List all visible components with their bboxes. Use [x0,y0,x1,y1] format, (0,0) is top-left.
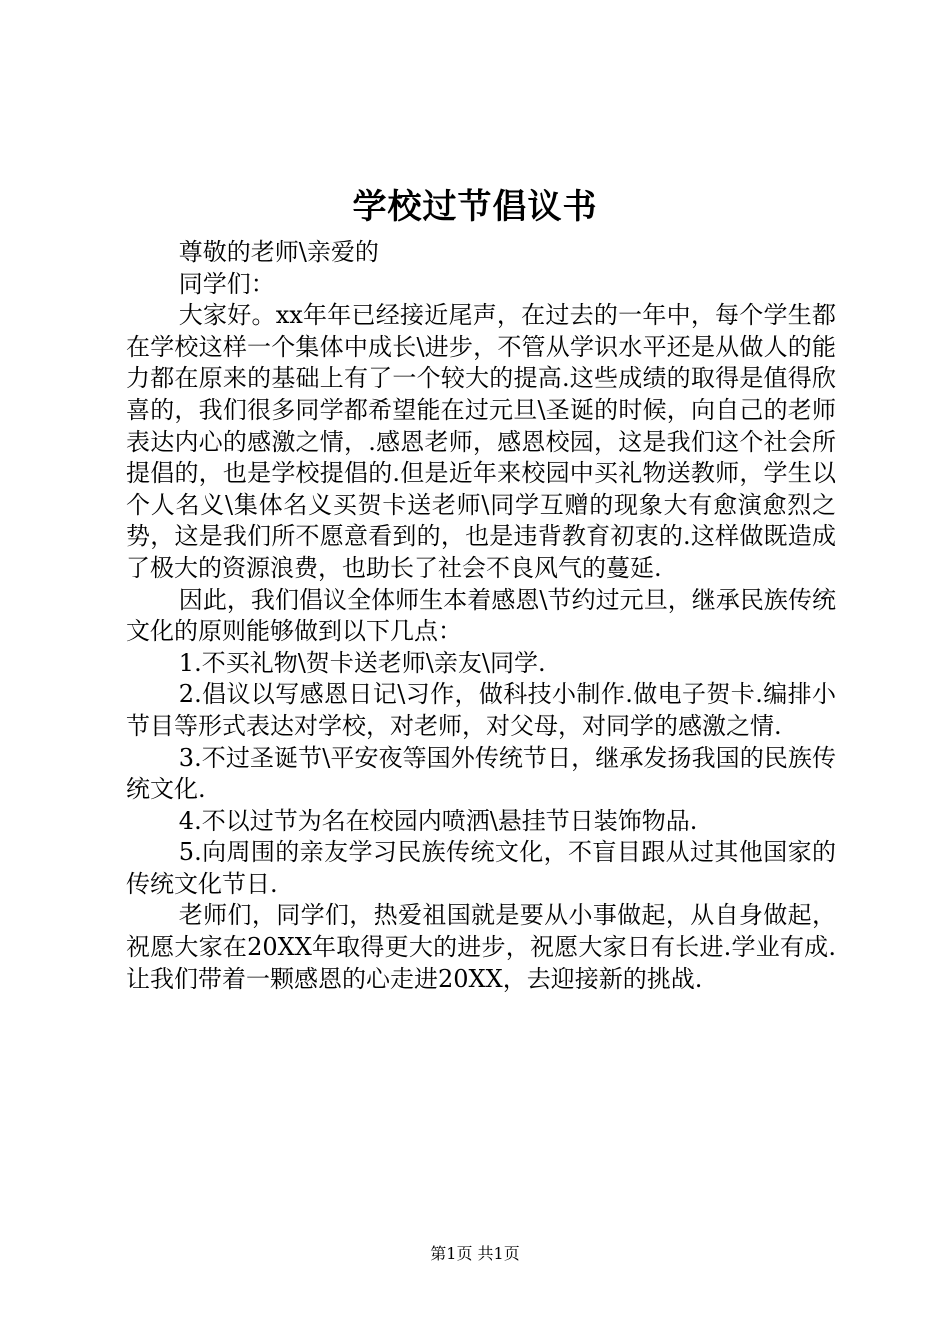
proposal-item-2: 2.倡议以写感恩日记\习作，做科技小制作.做电子贺卡.编排小节目等形式表达对学校，对老师，对父母，对同学的感激之情. [126,680,836,740]
paragraph-closing: 老师们，同学们，热爱祖国就是要从小事做起，从自身做起，祝愿大家在20XX年取得更大的进步，祝愿大家日有长进.学业有成.让我们带着一颗感恩的心走进20XX，去迎接新的挑战. [126,901,836,993]
proposal-item-1: 1.不买礼物\贺卡送老师\亲友\同学. [178,648,546,677]
paragraph-proposal-intro: 因此，我们倡议全体师生本着感恩\节约过元旦，继承民族传统文化的原则能够做到以下几点： [126,585,836,646]
page-footer: 第1页 共1页 [430,1244,520,1263]
salutation-line-1: 尊敬的老师\亲爱的 [178,238,379,266]
proposal-item-3: 3.不过圣诞节\平安夜等国外传统节日，继承发扬我国的民族传统文化. [126,743,836,804]
salutation-line-2: 同学们： [178,269,275,298]
proposal-item-5: 5.向周围的亲友学习民族传统文化，不盲目跟从过其他国家的传统文化节日. [126,838,836,898]
paragraph-greeting: 大家好。xx年年已经接近尾声，在过去的一年中，每个学生都在学校这样一个集体中成长\进步，不管从学识水平还是从做人的能力都在原来的基础上有了一个较大的提高.这些成绩的取得是值得欣喜的，我们很多同学都希望能在过元旦\圣诞的时候，向自己的老师表达内心的感激之情，.感恩老师，感恩校园，这是我们这个社会所提倡的，也是学校提倡的.但是近年来校园中买礼物送教师，学生以个人名义\集体名义买贺卡送老师\同学互赠的现象大有愈演愈烈之势，这是我们所不愿意看到的，也是违背教育初衷的.这样做既造成了极大的资源浪费，也助长了社会不良风气的蔓延. [126,301,836,582]
document-title: 学校过节倡议书 [352,187,598,227]
proposal-item-4: 4.不以过节为名在校园内喷洒\悬挂节日装饰物品. [178,806,698,835]
document-body [126,237,836,995]
